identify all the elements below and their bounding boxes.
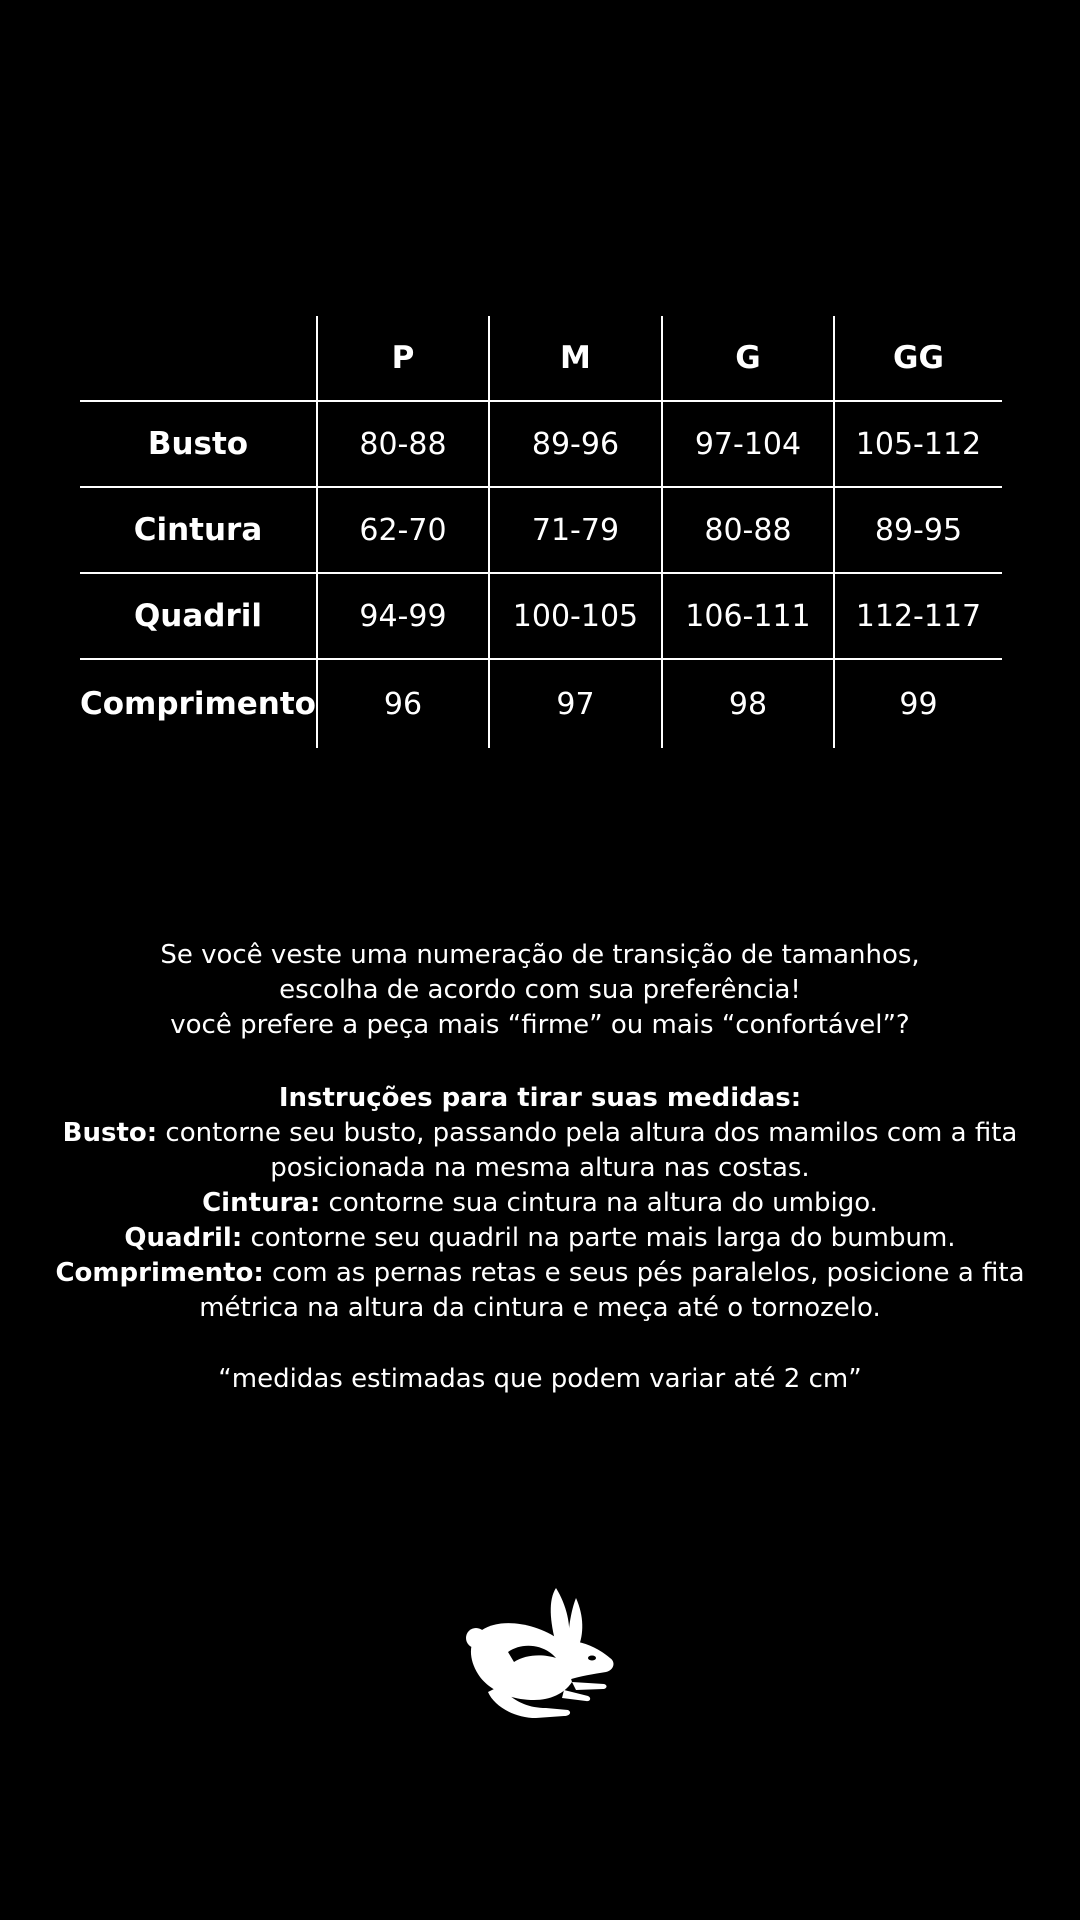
instruction-label: Quadril:: [124, 1223, 243, 1253]
row-label-quadril: Quadril: [80, 573, 317, 659]
instruction-quadril: [0, 1221, 1080, 1256]
table-cell: 105-112: [834, 401, 1002, 487]
size-header-m: M: [489, 316, 662, 401]
table-cell: 112-117: [834, 573, 1002, 659]
row-label-comprimento: Comprimento: [80, 659, 317, 748]
instruction-comprimento-cont: métrica na altura da cintura e meça até o tornozelo.: [199, 1293, 881, 1323]
table-cell: 62-70: [317, 487, 489, 573]
rabbit-icon: [464, 1582, 620, 1720]
instruction-text: contorne seu busto, passando pela altura dos mamilos com a fita: [157, 1118, 1018, 1148]
table-cell: 100-105: [489, 573, 662, 659]
table-cell: 96: [317, 659, 489, 748]
instruction-text: com as pernas retas e seus pés paralelos, posicione a fita: [263, 1258, 1025, 1288]
size-header-p: P: [317, 316, 489, 401]
disclaimer: “medidas estimadas que podem variar até 2 cm”: [218, 1364, 862, 1394]
size-header-row: [80, 316, 1002, 401]
table-cell: 89-96: [489, 401, 662, 487]
table-row: [80, 659, 1002, 748]
table-cell: 89-95: [834, 487, 1002, 573]
instruction-label: Busto:: [62, 1118, 158, 1148]
table-cell: 99: [834, 659, 1002, 748]
instruction-busto: [0, 1116, 1080, 1151]
transition-note-line: escolha de acordo com sua preferência!: [279, 975, 801, 1005]
instruction-text: contorne seu quadril na parte mais larga do bumbum.: [242, 1223, 956, 1253]
table-cell: 97-104: [662, 401, 834, 487]
measurement-instructions: [0, 1081, 1080, 1326]
transition-note: [0, 938, 1080, 1043]
instruction-cintura: [0, 1186, 1080, 1221]
table-cell: 97: [489, 659, 662, 748]
table-row: [80, 487, 1002, 573]
size-table: [80, 316, 1002, 748]
instruction-busto-cont: posicionada na mesma altura nas costas.: [270, 1153, 810, 1183]
table-cell: 80-88: [317, 401, 489, 487]
table-cell: 94-99: [317, 573, 489, 659]
instruction-label: Cintura:: [202, 1188, 321, 1218]
table-cell: 98: [662, 659, 834, 748]
table-cell: 106-111: [662, 573, 834, 659]
row-label-cintura: Cintura: [80, 487, 317, 573]
instruction-label: Comprimento:: [55, 1258, 264, 1288]
table-cell: 80-88: [662, 487, 834, 573]
corner-cell: [80, 316, 317, 401]
instruction-comprimento: [0, 1256, 1080, 1291]
row-label-busto: Busto: [80, 401, 317, 487]
table-row: [80, 401, 1002, 487]
instructions-heading: Instruções para tirar suas medidas:: [278, 1083, 802, 1113]
size-header-g: G: [662, 316, 834, 401]
table-row: [80, 573, 1002, 659]
size-header-gg: GG: [834, 316, 1002, 401]
transition-note-line: Se você veste uma numeração de transição de tamanhos,: [160, 940, 920, 970]
table-cell: 71-79: [489, 487, 662, 573]
instruction-text: contorne sua cintura na altura do umbigo.: [320, 1188, 878, 1218]
transition-note-line: você prefere a peça mais “firme” ou mais “confortável”?: [170, 1010, 910, 1040]
